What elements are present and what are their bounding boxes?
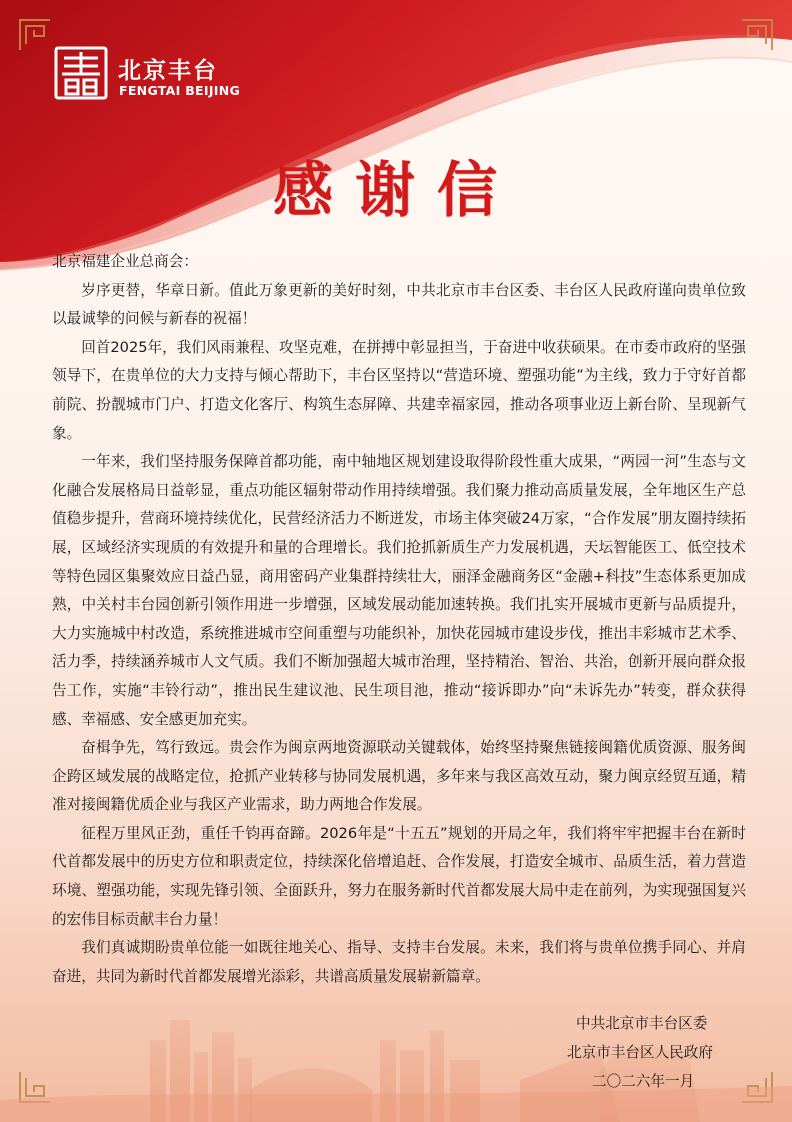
salutation: 北京福建企业总商会： — [52, 253, 198, 270]
paragraph-2026-outlook: 征程万里风正劲，重任千钧再奋蹄。2026年是“十五五”规划的开局之年，我们将牢牢把握丰台在新时代首都发展中的历史方位和职责定位，持续深化倍增追赶、合作发展，打造安全城市、品质生活，着力营造环境、塑强功能，实现先锋引领、全面跃升，努力在服务新时代首都发展大局中走在前列，为实现强国复兴的宏伟目标贡献丰台力量！ — [52, 824, 746, 928]
letter-body — [52, 248, 746, 991]
signature-party-committee: 中共北京市丰台区委 — [576, 1015, 708, 1032]
paragraph-chamber-thanks: 奋楫争先，笃行致远。贵会作为闽京两地资源联动关键载体，始终坚持聚焦链接闽籍优质资源、服务闽企跨区域发展的战略定位，抢抓产业转移与协同发展机遇，多年来与我区高效互动，聚力闽京经贸互通，精准对接闽籍优质企业与我区产业需求，助力两地合作发展。 — [52, 739, 746, 814]
paragraph-greeting: 岁序更替，华章日新。值此万象更新的美好时刻，中共北京市丰台区委、丰台区人民政府谨向贵单位致以最诚挚的问候与新春的祝福！ — [52, 281, 746, 328]
red-banner-swoosh — [0, 0, 792, 270]
paragraph-review-2025: 回首2025年，我们风雨兼程、攻坚克难，在拼搏中彰显担当，于奋进中收获硕果。在市委市政府的坚强领导下，在贵单位的大力支持与倾心帮助下，丰台区坚持以“营造环境、塑强功能”为主线，致力于守好首都前院、扮靓城市门户、打造文化客厅、构筑生态屏障、共建幸福家园，推动各项事业迈上新台阶、呈现新气象。 — [52, 338, 746, 442]
paragraph-achievements: 一年来，我们坚持服务保障首都功能，南中轴地区规划建设取得阶段性重大成果，“两园一河”生态与文化融合发展格局日益彰显，重点功能区辐射带动作用持续增强。我们聚力推动高质量发展，全年地区生产总值稳步提升，营商环境持续优化，民营经济活力不断迸发，市场主体突破24万家，“合作发展”朋友圈持续拓展，区域经济实现质的有效提升和量的合理增长。我们抢抓新质生产力发展机遇，天坛智能医工、低空技术等特色园区集聚效应日益凸显，商用密码产业集群持续壮大，丽泽金融商务区“金融+科技”生态体系更加成熟，中关村丰台园创新引领作用进一步增强，区域发展动能加速转换。我们扎实开展城市更新与品质提升，大力实施城中村改造，系统推进城市空间重塑与功能织补，加快花园城市建设步伐，推出丰彩城市艺术季、活力季，持续涵养城市人文气质。我们不断加强超大城市治理，坚持精治、智治、共治，创新开展向群众报告工作，实施“丰铃行动”，推出民生建议池、民生项目池，推动“接诉即办”向“未诉先办”转变，群众获得感、幸福感、安全感更加充实。 — [52, 453, 746, 728]
fengtai-logo-emblem-icon — [52, 44, 110, 102]
letter-title: 感谢信 — [273, 156, 519, 226]
signature-date: 二〇二六年一月 — [592, 1073, 695, 1090]
signature-district-government: 北京市丰台区人民政府 — [567, 1044, 713, 1061]
paragraph-closing: 我们真诚期盼贵单位能一如既往地关心、指导、支持丰台发展。未来，我们将与贵单位携手同心、并肩奋进，共同为新时代首都发展增光添彩，共谱高质量发展崭新篇章。 — [52, 939, 746, 985]
logo-english-text: FENGTAI BEIJING — [119, 83, 241, 98]
logo-chinese-text: 北京丰台 — [118, 58, 218, 84]
